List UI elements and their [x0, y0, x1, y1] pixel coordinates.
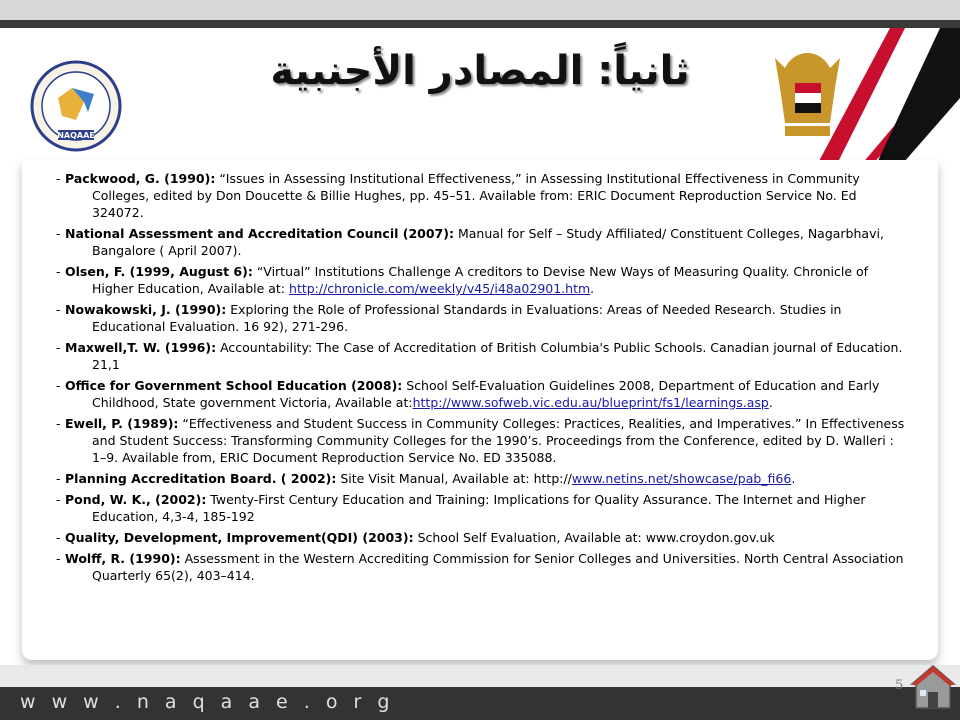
reference-text: Accountability: The Case of Accreditation of British Columbia's Public Schools. Canadian journal of Education. 21,1	[92, 340, 903, 372]
reference-item: - Pond, W. K., (2002): Twenty-First Century Education and Training: Implications for Quality Assurance. The Internet and Higher Education, 4,3-4, 185-192	[56, 492, 866, 524]
reference-link[interactable]: www.netins.net/showcase/pab_fi66	[571, 471, 792, 486]
reference-item: - Quality, Development, Improvement(QDI) (2003): School Self Evaluation, Available at: www.croydon.gov.uk	[56, 530, 775, 545]
reference-text: Manual for Self – Study Affiliated/ Constituent Colleges, Nagarbhavi, Bangalore ( April 2007).	[92, 226, 884, 258]
references-list	[56, 170, 906, 588]
reference-text: Assessment in the Western Accrediting Commission for Senior Colleges and Universities. North Central Association Quarterly 65(2), 403–414.	[92, 551, 904, 583]
reference-author: Ewell, P. (1989):	[65, 416, 179, 431]
reference-text: “Issues in Assessing Institutional Effectiveness,” in Assessing Institutional Effectiveness in Community Colleges, edited by Don Doucette & Billie Hughes, pp. 45–51. Available from: ERIC Document Reproduction Service No. Ed 324072.	[92, 171, 860, 220]
reference-item: - Packwood, G. (1990): “Issues in Assessing Institutional Effectiveness,” in Assessing Institutional Effectiveness in Community Colleges, edited by Don Doucette & Billie Hughes, pp. 45–51. Available from: ERIC Document Reproduction Service No. Ed 324072.	[56, 171, 860, 220]
reference-after: .	[590, 281, 595, 296]
reference-author: Planning Accreditation Board. ( 2002):	[65, 471, 337, 486]
reference-item: - Wolff, R. (1990): Assessment in the Western Accrediting Commission for Senior Colleges and Universities. North Central Association Quarterly 65(2), 403–414.	[56, 551, 904, 583]
page-number: 5	[895, 678, 904, 693]
reference-item: - Ewell, P. (1989): “Effectiveness and Student Success in Community Colleges: Practices, Realities, and Imperatives.” In Effectiveness and Student Success: Transforming Community Colleges for the 1990’s. Proceedings from the Conference, edited by D. Walleri : 1–9. Available from, ERIC Document Reproduction Service No. ED 335088.	[56, 416, 905, 465]
reference-text: Site Visit Manual, Available at: http://	[336, 471, 572, 486]
reference-text: Exploring the Role of Professional Standards in Evaluations: Areas of Needed Research. Studies in Educational Evaluation. 16 92), 271-296.	[92, 302, 842, 334]
reference-after: .	[791, 471, 796, 486]
top-bar-dark	[0, 20, 960, 28]
footer-bar	[0, 687, 960, 720]
logo-label: NAQAAE	[57, 131, 95, 140]
reference-item: - National Assessment and Accreditation Council (2007): Manual for Self – Study Affiliated/ Constituent Colleges, Nagarbhavi, Bangalore ( April 2007).	[56, 226, 884, 258]
reference-author: Quality, Development, Improvement(QDI) (2003):	[65, 530, 414, 545]
reference-item: - Office for Government School Education (2008): School Self-Evaluation Guidelines 2008, Department of Education and Early Childhood, State government Victoria, Available at:http://www.sofweb.vic.edu.au/blueprint/fs1/learnings.asp.	[56, 378, 880, 410]
reference-link[interactable]: http://www.sofweb.vic.edu.au/blueprint/fs1/learnings.asp	[412, 395, 769, 410]
home-icon[interactable]	[910, 662, 956, 712]
eagle-icon	[775, 53, 840, 136]
reference-text: “Virtual” Institutions Challenge A creditors to Devise New Ways of Measuring Quality. Chronicle of Higher Education, Available at:	[92, 264, 869, 296]
naqaae-logo	[6, 58, 146, 158]
reference-text: School Self Evaluation, Available at: www.croydon.gov.uk	[413, 530, 775, 545]
top-bar	[0, 0, 960, 20]
slide-title: ثانياً: المصادر الأجنبية	[270, 48, 690, 94]
reference-author: Office for Government School Education (2008):	[65, 378, 403, 393]
reference-author: Packwood, G. (1990):	[65, 171, 216, 186]
reference-author: Wolff, R. (1990):	[65, 551, 181, 566]
reference-text: “Effectiveness and Student Success in Community Colleges: Practices, Realities, and Imperatives.” In Effectiveness and Student Success: Transforming Community Colleges for the 1990’s. Proceedings from the Conference, edited by D. Walleri : 1–9. Available from, ERIC Document Reproduction Service No. ED 335088.	[92, 416, 905, 465]
egypt-flag-emblem	[740, 28, 960, 178]
reference-text: School Self-Evaluation Guidelines 2008, Department of Education and Early Childhood, State government Victoria, Available at:	[92, 378, 880, 410]
reference-item: - Planning Accreditation Board. ( 2002): Site Visit Manual, Available at: http://www.netins.net/showcase/pab_fi66.	[56, 471, 796, 486]
reference-after: .	[768, 395, 773, 410]
reference-author: Nowakowski, J. (1990):	[65, 302, 227, 317]
reference-item: - Nowakowski, J. (1990): Exploring the Role of Professional Standards in Evaluations: Areas of Needed Research. Studies in Educational Evaluation. 16 92), 271-296.	[56, 302, 842, 334]
reference-text: Twenty-First Century Education and Training: Implications for Quality Assurance. The Internet and Higher Education, 4,3-4, 185-192	[92, 492, 866, 524]
reference-author: Pond, W. K., (2002):	[65, 492, 207, 507]
reference-author: Olsen, F. (1999, August 6):	[65, 264, 253, 279]
footer-website[interactable]: w w w . n a q a a e . o r g	[20, 691, 395, 713]
slide-header	[0, 28, 960, 158]
reference-item: - Maxwell,T. W. (1996): Accountability: The Case of Accreditation of British Columbia's Public Schools. Canadian journal of Education. 21,1	[56, 340, 903, 372]
reference-item: - Olsen, F. (1999, August 6): “Virtual” Institutions Challenge A creditors to Devise New Ways of Measuring Quality. Chronicle of Higher Education, Available at: http://chronicle.com/weekly/v45/i48a02901.htm.	[56, 264, 869, 296]
reference-author: National Assessment and Accreditation Council (2007):	[65, 226, 454, 241]
footer-band	[0, 665, 960, 687]
reference-author: Maxwell,T. W. (1996):	[65, 340, 217, 355]
reference-link[interactable]: http://chronicle.com/weekly/v45/i48a02901.htm	[289, 281, 591, 296]
